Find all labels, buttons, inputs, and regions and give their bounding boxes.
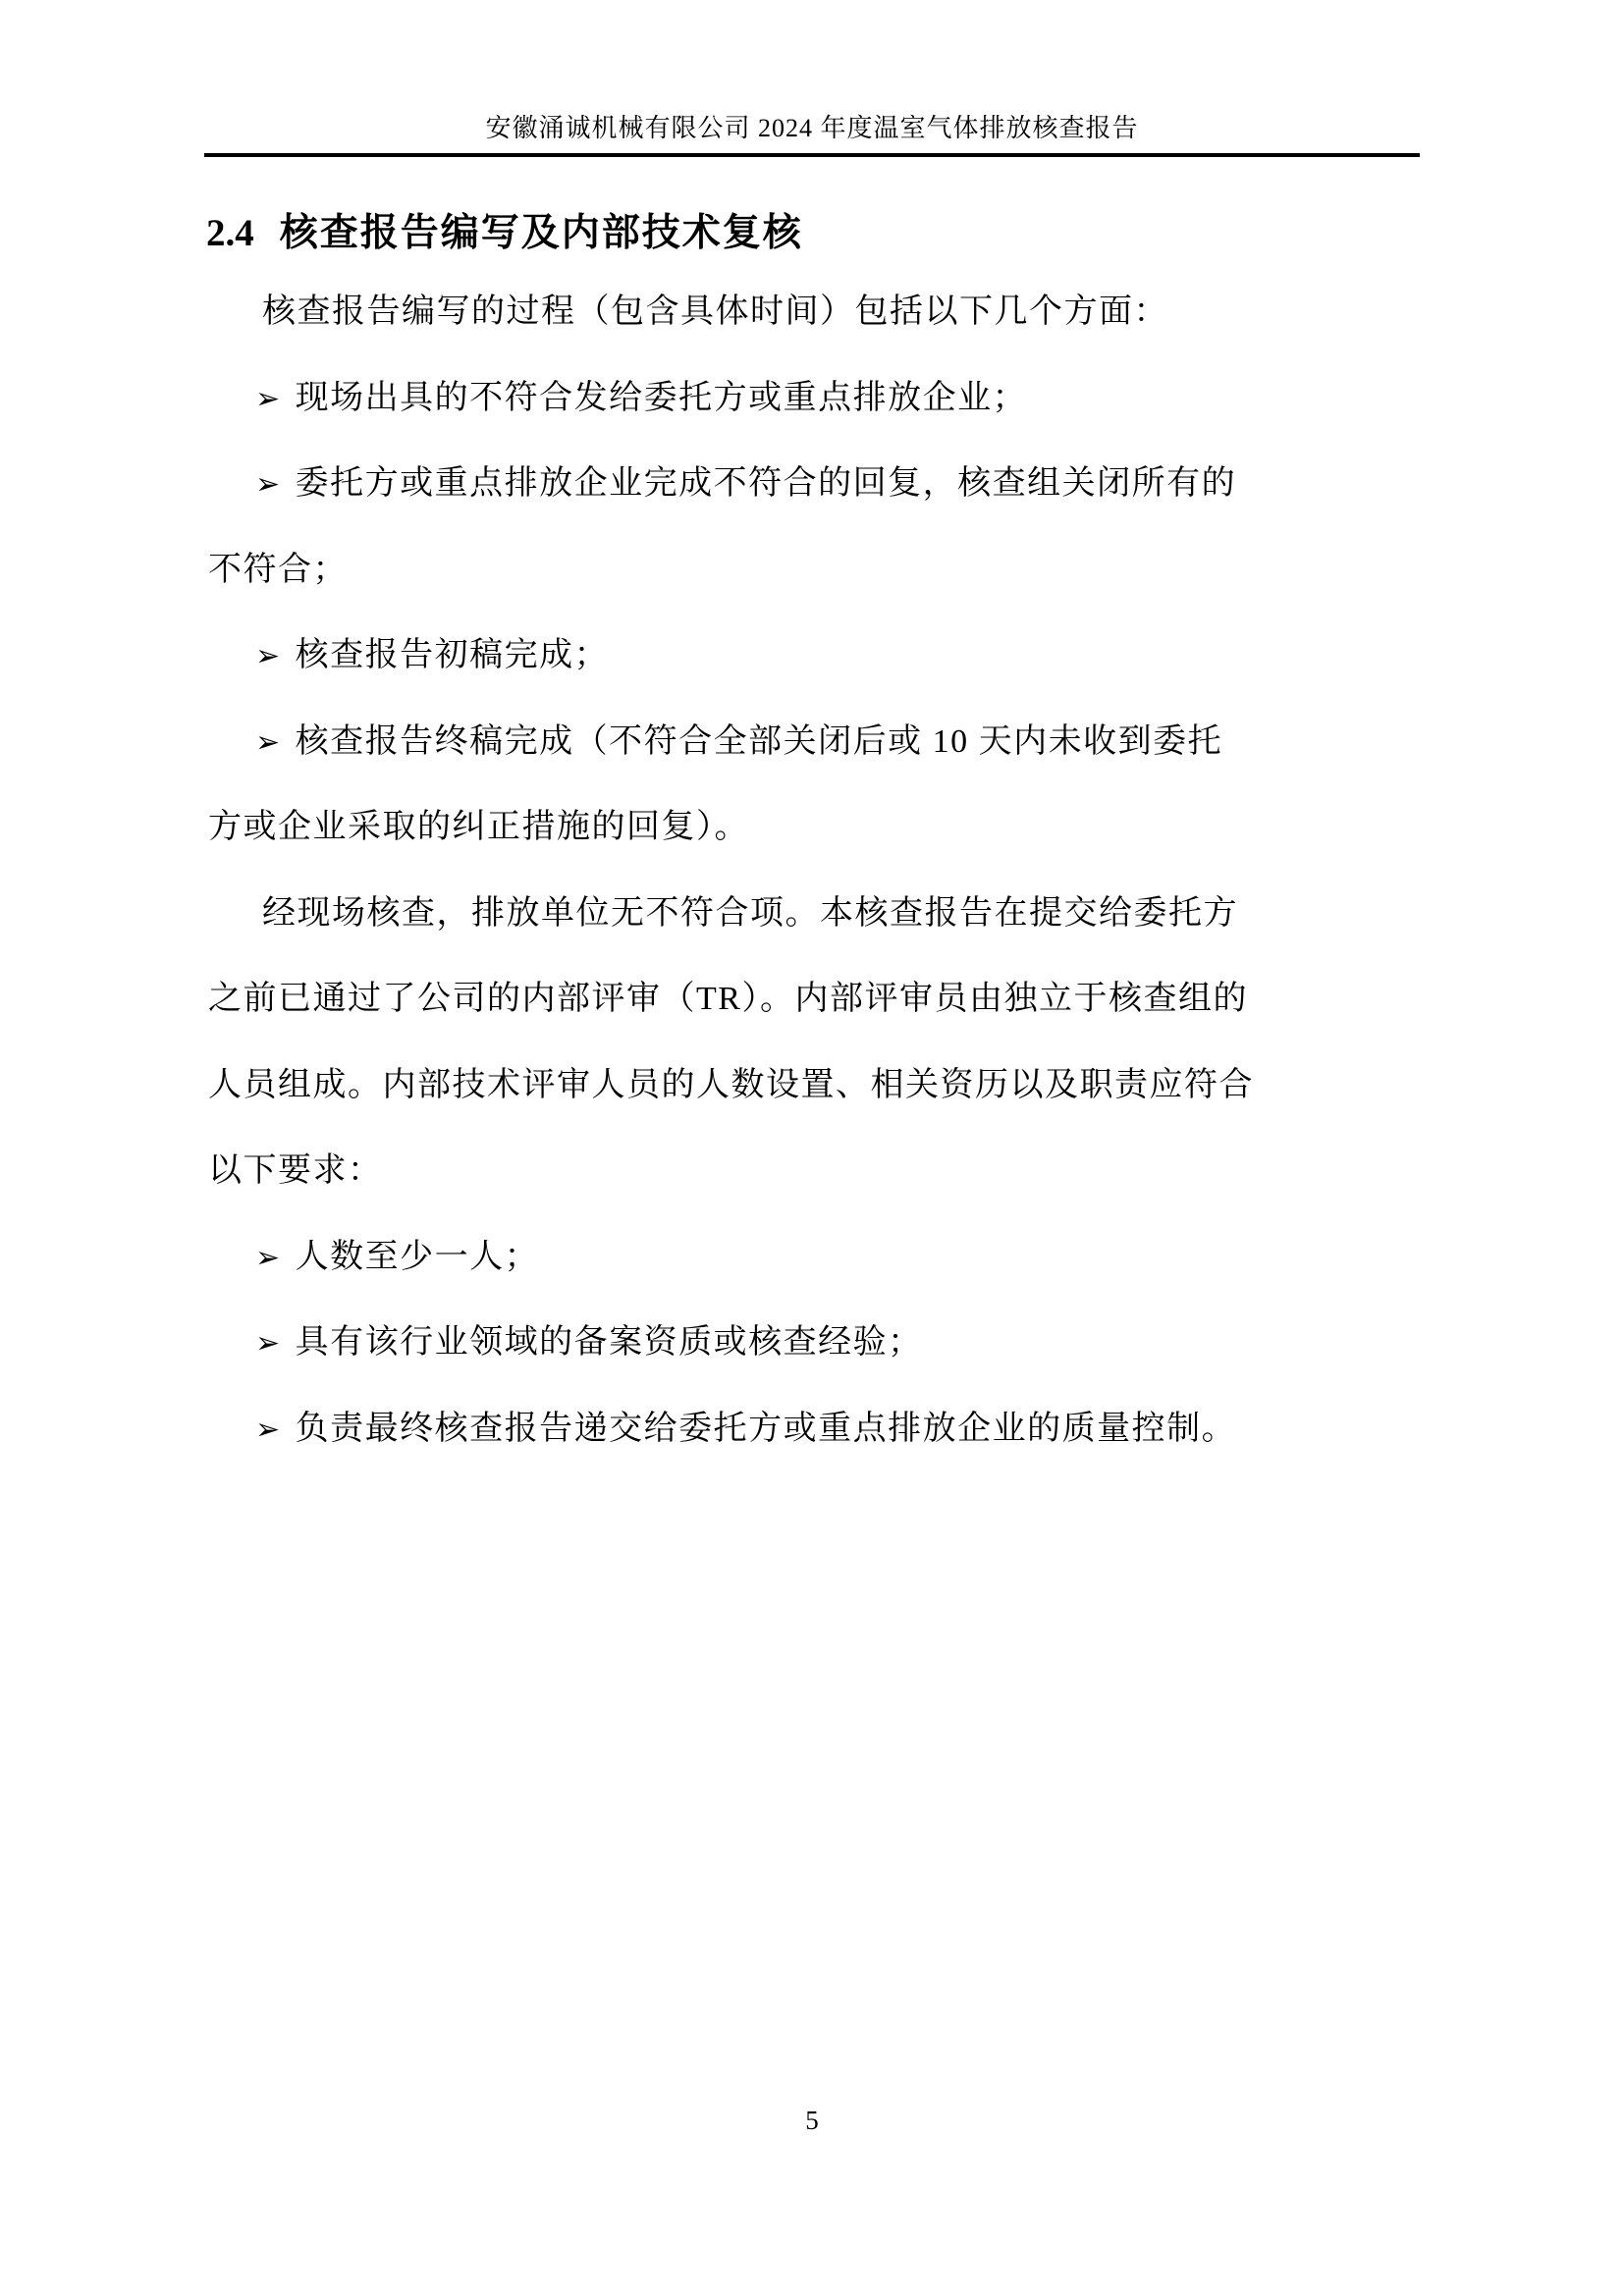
arrowhead-bullet-icon: ➢ <box>255 724 282 760</box>
section-heading <box>206 208 803 259</box>
bullet-item <box>208 1386 1420 1472</box>
arrowhead-bullet-icon: ➢ <box>255 1326 282 1361</box>
line-text: 负责最终核查报告递交给委托方或重点排放企业的质量控制。 <box>295 1410 1237 1447</box>
line-text: 委托方或重点排放企业完成不符合的回复，核查组关闭所有的 <box>295 465 1237 502</box>
line-text: 人员组成。内部技术评审人员的人数设置、相关资历以及职责应符合 <box>208 1066 1254 1103</box>
paragraph-line <box>208 956 1420 1042</box>
bullet-item <box>208 441 1420 527</box>
running-header: 安徽涌诚机械有限公司 2024 年度温室气体排放核查报告 <box>485 114 1139 142</box>
line-text: 以下要求： <box>208 1152 383 1189</box>
paragraph-line <box>208 527 1420 614</box>
bullet-item <box>208 699 1420 785</box>
arrowhead-bullet-icon: ➢ <box>255 381 282 416</box>
arrowhead-bullet-icon: ➢ <box>255 467 282 502</box>
bullet-item <box>208 1300 1420 1386</box>
line-text: 核查报告编写的过程（包含具体时间）包括以下几个方面： <box>262 294 1168 330</box>
arrowhead-bullet-icon: ➢ <box>255 1412 282 1447</box>
paragraph-line <box>208 784 1420 871</box>
line-text: 现场出具的不符合发给委托方或重点排放企业； <box>295 379 1028 416</box>
bullet-item <box>208 613 1420 699</box>
paragraph-line <box>208 871 1420 957</box>
paragraph-line <box>208 1128 1420 1214</box>
page-number: 5 <box>805 2106 819 2135</box>
line-text: 具有该行业领域的备案资质或核查经验； <box>295 1324 923 1361</box>
line-text: 不符合； <box>208 551 348 588</box>
section-title: 核查报告编写及内部技术复核 <box>279 212 803 254</box>
line-text: 之前已通过了公司的内部评审（TR）。内部评审员由独立于核查组的 <box>208 981 1248 1017</box>
paragraph-line <box>208 269 1420 355</box>
section-number: 2.4 <box>206 212 254 254</box>
line-text: 核查报告终稿完成（不符合全部关闭后或 10 天内未收到委托 <box>295 722 1223 760</box>
paragraph-line <box>208 1042 1420 1129</box>
header-rule-divider <box>204 153 1420 157</box>
arrowhead-bullet-icon: ➢ <box>255 1240 282 1275</box>
line-text: 人数至少一人； <box>295 1238 540 1275</box>
line-text: 经现场核查，排放单位无不符合项。本核查报告在提交给委托方 <box>262 894 1238 932</box>
line-text: 方或企业采取的纠正措施的回复）。 <box>208 809 749 845</box>
arrowhead-bullet-icon: ➢ <box>255 639 282 673</box>
line-text: 核查报告初稿完成； <box>295 637 610 673</box>
bullet-item <box>208 1214 1420 1301</box>
bullet-item <box>208 355 1420 442</box>
body-text <box>208 269 1420 1471</box>
